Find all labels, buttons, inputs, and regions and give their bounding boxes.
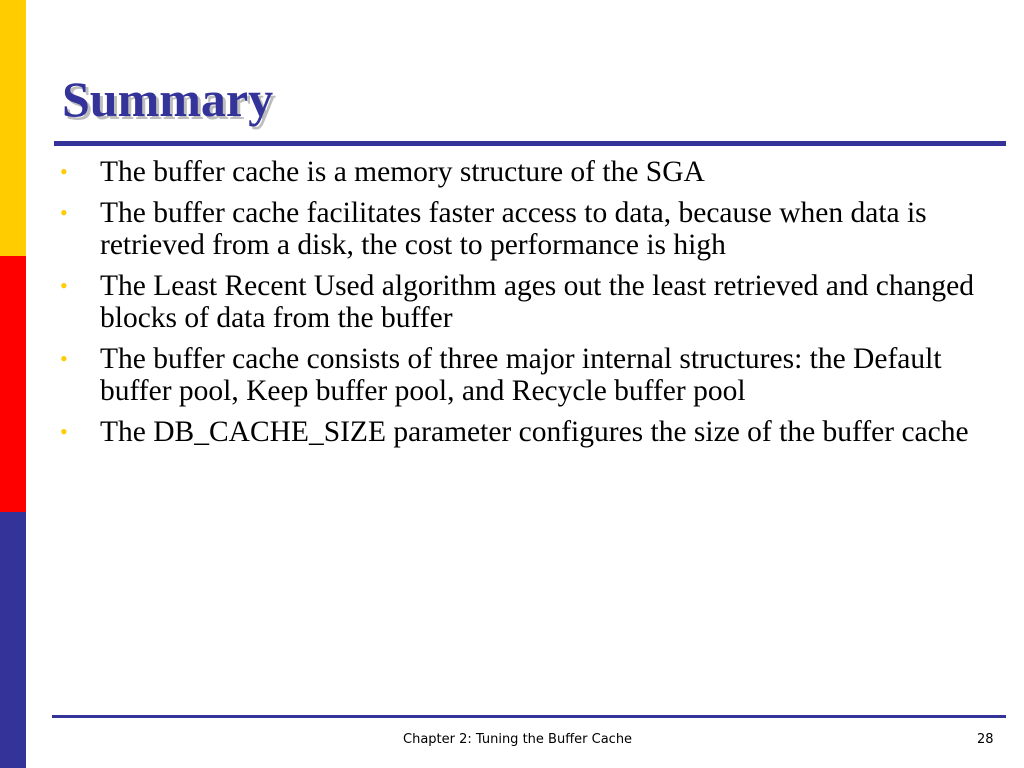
bullet-item xyxy=(56,416,1001,448)
bullet-list xyxy=(56,156,1001,457)
side-bar-red-segment xyxy=(0,256,26,512)
footer-divider xyxy=(52,715,1006,718)
bullet-item xyxy=(56,270,1001,334)
footer-page-number: 28 xyxy=(977,732,994,747)
bullet-text: The Least Recent Used algorithm ages out the least retrieved and changed blocks of data from the buffer xyxy=(100,270,975,334)
bullet-icon: • xyxy=(60,159,68,184)
bullet-item xyxy=(56,156,1001,188)
bullet-icon: • xyxy=(60,419,68,444)
bullet-item xyxy=(56,197,1001,261)
bullet-icon: • xyxy=(60,273,68,298)
bullet-text: The buffer cache facilitates faster access to data, because when data is retrieved from a disk, the cost to performance is high xyxy=(100,197,927,261)
bullet-icon: • xyxy=(60,346,68,371)
side-bar-yellow-segment xyxy=(0,0,26,256)
bullet-text: The buffer cache consists of three major internal structures: the Default buffer pool, Keep buffer pool, and Recycle buffer pool xyxy=(100,343,942,407)
title-underline xyxy=(54,141,1006,146)
bullet-item xyxy=(56,343,1001,407)
bullet-text: The DB_CACHE_SIZE parameter configures the size of the buffer cache xyxy=(100,416,969,448)
footer-chapter-title: Chapter 2: Tuning the Buffer Cache xyxy=(403,732,633,747)
slide-title: Summary xyxy=(62,71,274,127)
bullet-text: The buffer cache is a memory structure of the SGA xyxy=(100,156,705,188)
side-bar-blue-segment xyxy=(0,512,26,768)
bullet-icon: • xyxy=(60,200,68,225)
side-color-bar xyxy=(0,0,26,768)
